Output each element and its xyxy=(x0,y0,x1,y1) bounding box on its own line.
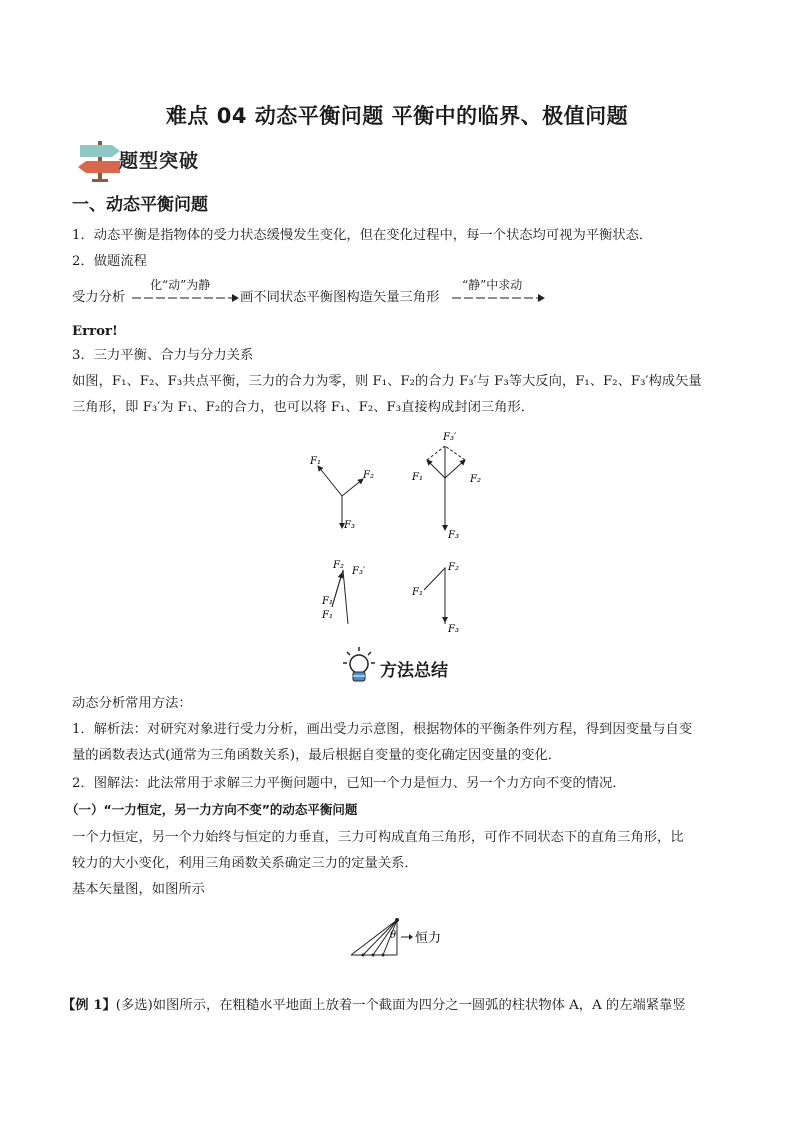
error-text: Error! xyxy=(72,324,118,339)
sub-heading: （一）“一力恒定，另一力方向不变”的动态平衡问题 xyxy=(66,802,358,817)
diagram-triangle-right xyxy=(411,562,459,635)
force-diagram xyxy=(300,400,500,640)
paragraph-2: 2．做题流程 xyxy=(72,254,147,269)
paragraph-1: 1．动态平衡是指物体的受力状态缓慢发生变化，但在变化过程中，每一个状态均可视为平衡状态． xyxy=(72,228,653,243)
label-f1: F₁ xyxy=(310,456,321,467)
paragraph-4-line-1: 如图，F₁、F₂、F₃共点平衡，三力的合力为零，则 F₁、F₂的合力 F₃′与 F₃等大反向，F₁、F₂、F₃′构成矢量 xyxy=(72,374,702,389)
label-f1-c: F₁ xyxy=(322,596,333,607)
label-f3-prime: F₃′ xyxy=(443,432,457,443)
paragraph-3: 3．三力平衡、合力与分力关系 xyxy=(72,348,254,363)
lightbulb-icon xyxy=(342,646,376,684)
flow-arrow1-label: 化“动”为静 xyxy=(150,278,211,292)
label-f3-d: F₃ xyxy=(448,624,459,635)
label-f1-d: F₁ xyxy=(412,587,423,598)
diagram-triangle-left xyxy=(321,560,366,624)
diagram-parallelogram xyxy=(411,432,481,541)
diagram-concurrent-forces xyxy=(309,456,374,531)
label-f2: F₂ xyxy=(363,470,374,481)
sub-line-2: 较力的大小变化，利用三角函数关系确定三力的定量关系． xyxy=(72,856,418,871)
label-f3-b: F₃ xyxy=(448,530,459,541)
sub-line-3: 基本矢量图，如图所示 xyxy=(72,882,205,897)
page-title: 难点 04 动态平衡问题 平衡中的临界、极值问题 xyxy=(165,104,629,128)
method-1-line-1: 1．解析法：对研究对象进行受力分析，画出受力示意图，根据物体的平衡条件列方程，得到因变量与自变 xyxy=(72,722,693,737)
example-tag: 【例 1】 xyxy=(62,998,116,1013)
flow-arrow-2 xyxy=(450,290,546,304)
label-f2-b: F₂ xyxy=(470,474,481,485)
method-intro: 动态分析常用方法： xyxy=(72,696,192,711)
label-f3-prime-c: F₃′ xyxy=(352,566,366,577)
flow-arrow2-label: “静”中求动 xyxy=(462,278,523,292)
label-f1-c2: F₁ xyxy=(322,610,333,621)
paragraph-4-line-2: 三角形，即 F₃′为 F₁、F₂的合力，也可以将 F₁、F₂、F₃直接构成封闭三角形． xyxy=(72,400,535,415)
theta-label: θ xyxy=(390,930,397,941)
label-f1-b: F₁ xyxy=(412,472,423,483)
constant-force-label: 恒力 xyxy=(415,931,442,946)
method-1-line-2: 量的函数表达式(通常为三角函数关系)，最后根据自变量的变化确定因变量的变化． xyxy=(72,748,562,763)
sub-line-1: 一个力恒定，另一个力始终与恒定的力垂直，三力可构成直角三角形，可作不同状态下的直角三角形，比 xyxy=(72,830,684,845)
label-f3: F₃ xyxy=(344,520,355,531)
method-summary-label: 方法总结 xyxy=(380,661,448,681)
label-f2-d: F₂ xyxy=(448,562,459,573)
flow-middle: 画不同状态平衡图构造矢量三角形 xyxy=(240,290,440,305)
example-line xyxy=(62,996,686,1016)
basic-vector-diagram xyxy=(345,912,455,962)
flow-start: 受力分析 xyxy=(72,290,126,305)
method-2: 2．图解法：此法常用于求解三力平衡问题中，已知一个力是恒力、另一个力方向不变的情况． xyxy=(72,776,626,791)
label-f2-c: F₂ xyxy=(333,560,344,571)
section-heading: 一、动态平衡问题 xyxy=(72,195,208,215)
section-badge-label: 题型突破 xyxy=(119,150,200,172)
example-text: (多选)如图所示，在粗糙水平地面上放着一个截面为四分之一圆弧的柱状物体 A，A 的左端紧靠竖 xyxy=(115,998,686,1013)
flow-arrow-1 xyxy=(130,290,240,304)
